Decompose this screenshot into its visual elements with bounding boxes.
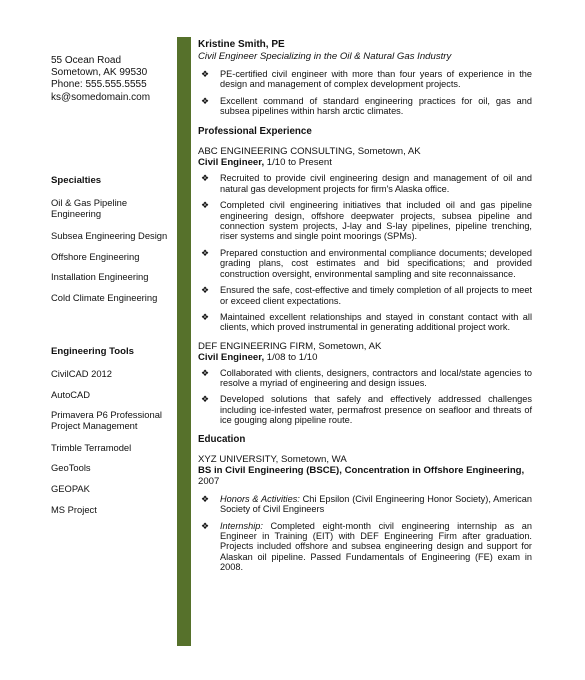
list-item: ❖ Excellent command of standard engineering practices for oil, gas and subsea pipelines within harsh arctic climates. — [201, 95, 532, 117]
contact-email: ks@somedomain.com — [51, 91, 151, 103]
job-org: DEF ENGINEERING FIRM, Sometown, AK — [198, 340, 382, 352]
tool-item: GeoTools — [51, 462, 91, 473]
tool-item: Primavera P6 Professional Project Management — [51, 409, 162, 431]
contact-block — [51, 55, 176, 104]
contact-city: Sometown, AK 99530 — [51, 67, 148, 79]
tool-item: AutoCAD — [51, 389, 91, 400]
list-item: ❖ Developed solutions that safely and effectively addressed challenges including ice-infested water, permafrost presence on seafloor and threats of ice gouging along pipeline route. — [201, 394, 532, 426]
candidate-subtitle: Civil Engineer Specializing in the Oil & Natural Gas Industry — [198, 50, 452, 62]
bullet-icon: ❖ — [201, 285, 210, 296]
education-heading: Education — [198, 433, 246, 445]
tools-heading: Engineering Tools — [51, 346, 134, 357]
education-list — [198, 494, 532, 573]
divider-bar — [177, 37, 191, 646]
degree: BS in Civil Engineering (BSCE), Concentration in Offshore Engineering, 2007 — [198, 464, 525, 488]
bullet-icon: ❖ — [201, 200, 210, 211]
job-bullets — [198, 368, 532, 426]
school-name: XYZ UNIVERSITY, Sometown, WA — [198, 453, 347, 465]
specialty-item: Subsea Engineering Design — [51, 230, 168, 241]
list-item: ❖ Completed civil engineering initiatives that included oil and gas pipeline engineering design, offshore deepwater projects, subsea pipeline and connection system projects, J-lay and S-lay pipelines, pipeline trenching, riser systems and single point moorings (SPMs). — [201, 200, 532, 242]
specialty-item: Oil & Gas Pipeline Engineering — [51, 197, 128, 219]
bullet-icon: ❖ — [201, 394, 210, 405]
specialties-heading: Specialties — [51, 175, 102, 186]
list-item: ❖ Internship: Completed eight-month civil engineering internship as an Engineer in Training (EIT) with DEF Engineering Firm after graduation. Projects included offshore and subsea engineering design and support for Alaskan oil pipeline. Passed Fundamentals of Engineering (FE) exam in 2008. — [201, 520, 532, 573]
list-item: ❖ Maintained excellent relationships and stayed in constant contact with all clients, which proved instrumental in generating additional project work. — [201, 311, 532, 333]
list-item: ❖ Recruited to provide civil engineering design and management of oil and natural gas development projects for firm's Alaska office. — [201, 173, 532, 194]
bullet-icon: ❖ — [201, 311, 210, 322]
bullet-icon: ❖ — [201, 493, 210, 504]
job-role: Civil Engineer, 1/08 to 1/10 — [198, 352, 318, 364]
contact-address: 55 Ocean Road — [51, 55, 122, 66]
specialty-item: Offshore Engineering — [51, 251, 140, 262]
bullet-icon: ❖ — [201, 520, 210, 531]
specialty-item: Installation Engineering — [51, 271, 149, 282]
job-org: ABC ENGINEERING CONSULTING, Sometown, AK — [198, 145, 421, 157]
list-item: ❖ Honors & Activities: Chi Epsilon (Civil Engineering Honor Society), American Society of Civil Engineers — [201, 493, 532, 515]
tool-item: Trimble Terramodel — [51, 442, 132, 453]
specialty-item: Cold Climate Engineering — [51, 292, 158, 303]
experience-heading: Professional Experience — [198, 125, 312, 137]
bullet-icon: ❖ — [201, 367, 210, 378]
summary-list — [198, 69, 532, 117]
list-item: ❖ PE-certified civil engineer with more than four years of experience in the design and management of complex development projects. — [201, 69, 532, 90]
job-bullets — [198, 173, 532, 332]
candidate-name: Kristine Smith, PE — [198, 39, 285, 50]
list-item: ❖ Prepared constuction and environmental compliance documents; developed grading plans, cost estimates and bid specifications; and provided construction oversight, environmental sampling and site reconnaissance. — [201, 247, 532, 279]
contact-phone: Phone: 555.555.5555 — [51, 79, 147, 91]
bullet-icon: ❖ — [201, 95, 210, 106]
list-item: ❖ Ensured the safe, cost-effective and timely completion of all projects to meet or exceed client expectations. — [201, 285, 532, 306]
tool-item: MS Project — [51, 504, 97, 515]
main-column — [198, 39, 532, 579]
list-item: ❖ Collaborated with clients, designers, contractors and local/state agencies to resolve a myriad of engineering and design issues. — [201, 367, 532, 388]
bullet-icon: ❖ — [201, 247, 210, 258]
bullet-icon: ❖ — [201, 69, 210, 79]
job-role: Civil Engineer, 1/10 to Present — [198, 157, 332, 169]
tool-item: GEOPAK — [51, 483, 90, 494]
tool-item: CivilCAD 2012 — [51, 368, 112, 379]
bullet-icon: ❖ — [201, 173, 210, 184]
